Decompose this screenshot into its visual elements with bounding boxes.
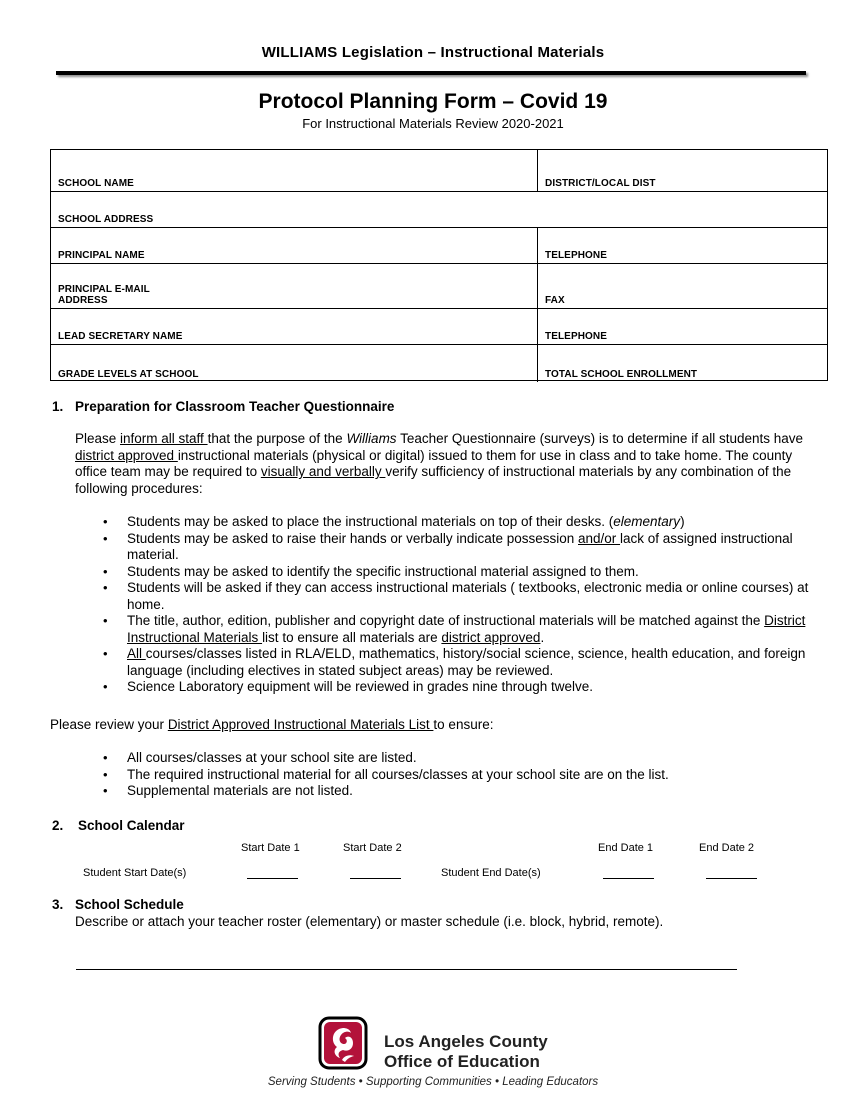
section-1-number: 1. (52, 399, 64, 414)
telephone-label: TELEPHONE (545, 250, 608, 261)
table-row (51, 345, 827, 382)
section-3-heading: School Schedule (75, 897, 184, 912)
fax-label: FAX (545, 295, 565, 306)
lacoe-logo-icon (318, 1016, 368, 1070)
fax-field[interactable] (538, 264, 827, 308)
student-end-label: Student End Date(s) (441, 867, 541, 879)
list-item: • Supplemental materials are not listed. (127, 783, 817, 800)
start-date-1-blank[interactable] (247, 878, 298, 879)
telephone-field[interactable] (538, 309, 827, 344)
form-subtitle: For Instructional Materials Review 2020-2021 (302, 116, 564, 131)
school-address-label: SCHOOL ADDRESS (58, 214, 154, 225)
list-item: • Students may be asked to raise their hands or verbally indicate possession and/or lack of assigned instructional material. (127, 531, 817, 564)
table-row (51, 150, 827, 192)
list-item: • All courses/classes at your school site are listed. (127, 750, 817, 767)
table-row (51, 264, 827, 309)
grade-levels-label: GRADE LEVELS AT SCHOOL (58, 369, 199, 380)
end-date-1-label: End Date 1 (598, 842, 654, 854)
section-3-instruction: Describe or attach your teacher roster (elementary) or master schedule (i.e. block, hybrid, remote). (75, 914, 664, 929)
school-info-table (50, 149, 828, 381)
section-3-number: 3. (52, 897, 64, 912)
procedure-list (127, 514, 817, 696)
list-item: • Science Laboratory equipment will be reviewed in grades nine through twelve. (127, 679, 817, 696)
district-field[interactable] (538, 150, 827, 191)
end-date-2-blank[interactable] (706, 878, 757, 879)
principal-name-label: PRINCIPAL NAME (58, 250, 145, 261)
start-date-1-label: Start Date 1 (241, 842, 300, 854)
school-address-field[interactable] (51, 192, 827, 227)
list-item: • The title, author, edition, publisher and copyright date of instructional materials will be matched against the District Instructional Materials list to ensure all materials are district approved. (127, 613, 817, 646)
schedule-answer-line[interactable] (76, 969, 737, 970)
list-item: • Students will be asked if they can access instructional materials ( textbooks, electronic media or online courses) at home. (127, 580, 817, 613)
review-checklist (127, 750, 817, 800)
section-2-heading: School Calendar (78, 818, 185, 833)
form-title: Protocol Planning Form – Covid 19 (258, 90, 608, 113)
lead-secretary-label: LEAD SECRETARY NAME (58, 331, 183, 342)
table-row (51, 192, 827, 228)
enrollment-label: TOTAL SCHOOL ENROLLMENT (545, 369, 698, 380)
telephone-field[interactable] (538, 228, 827, 263)
table-row (51, 309, 827, 345)
end-date-1-blank[interactable] (603, 878, 654, 879)
lead-secretary-field[interactable] (51, 309, 538, 344)
document-header: WILLIAMS Legislation – Instructional Materials (261, 44, 605, 61)
student-start-label: Student Start Date(s) (83, 867, 187, 879)
section-1-heading: Preparation for Classroom Teacher Questionnaire (75, 399, 395, 414)
review-instruction: Please review your District Approved Instructional Materials List to ensure: (50, 717, 494, 732)
start-date-2-blank[interactable] (350, 878, 401, 879)
list-item: • Students may be asked to place the instructional materials on top of their desks. (elementary) (127, 514, 817, 531)
end-date-2-label: End Date 2 (699, 842, 755, 854)
school-name-label: SCHOOL NAME (58, 178, 134, 189)
section-1-intro: Please inform all staff that the purpose of the Williams Teacher Questionnaire (surveys) is to determine if all students have district approved instructional materials (physical or digital) issued to them for use in class and to take home. The county office team may be required to visually and verbally verify sufficiency of instructional materials by any combination of the following procedures: (75, 431, 804, 496)
table-row (51, 228, 827, 264)
school-name-field[interactable] (51, 150, 538, 191)
grade-levels-field[interactable] (51, 345, 538, 382)
principal-email-label: PRINCIPAL E-MAIL ADDRESS (58, 284, 150, 306)
principal-email-field[interactable] (51, 264, 538, 308)
list-item: • Students may be asked to identify the specific instructional material assigned to them. (127, 564, 817, 581)
organization-name: Los Angeles County Office of Education (384, 1032, 548, 1071)
start-date-2-label: Start Date 2 (343, 842, 402, 854)
enrollment-field[interactable] (538, 345, 827, 382)
principal-name-field[interactable] (51, 228, 538, 263)
organization-tagline: Serving Students • Supporting Communities • Leading Educators (267, 1076, 599, 1088)
list-item: • All courses/classes listed in RLA/ELD, mathematics, history/social science, science, health education, and foreign language (including electives in stated subject areas) may be reviewed. (127, 646, 817, 679)
district-label: DISTRICT/LOCAL DIST (545, 178, 656, 189)
header-rule (56, 71, 806, 75)
list-item: • The required instructional material for all courses/classes at your school site are on the list. (127, 767, 817, 784)
section-2-number: 2. (52, 818, 64, 833)
telephone-label: TELEPHONE (545, 331, 608, 342)
